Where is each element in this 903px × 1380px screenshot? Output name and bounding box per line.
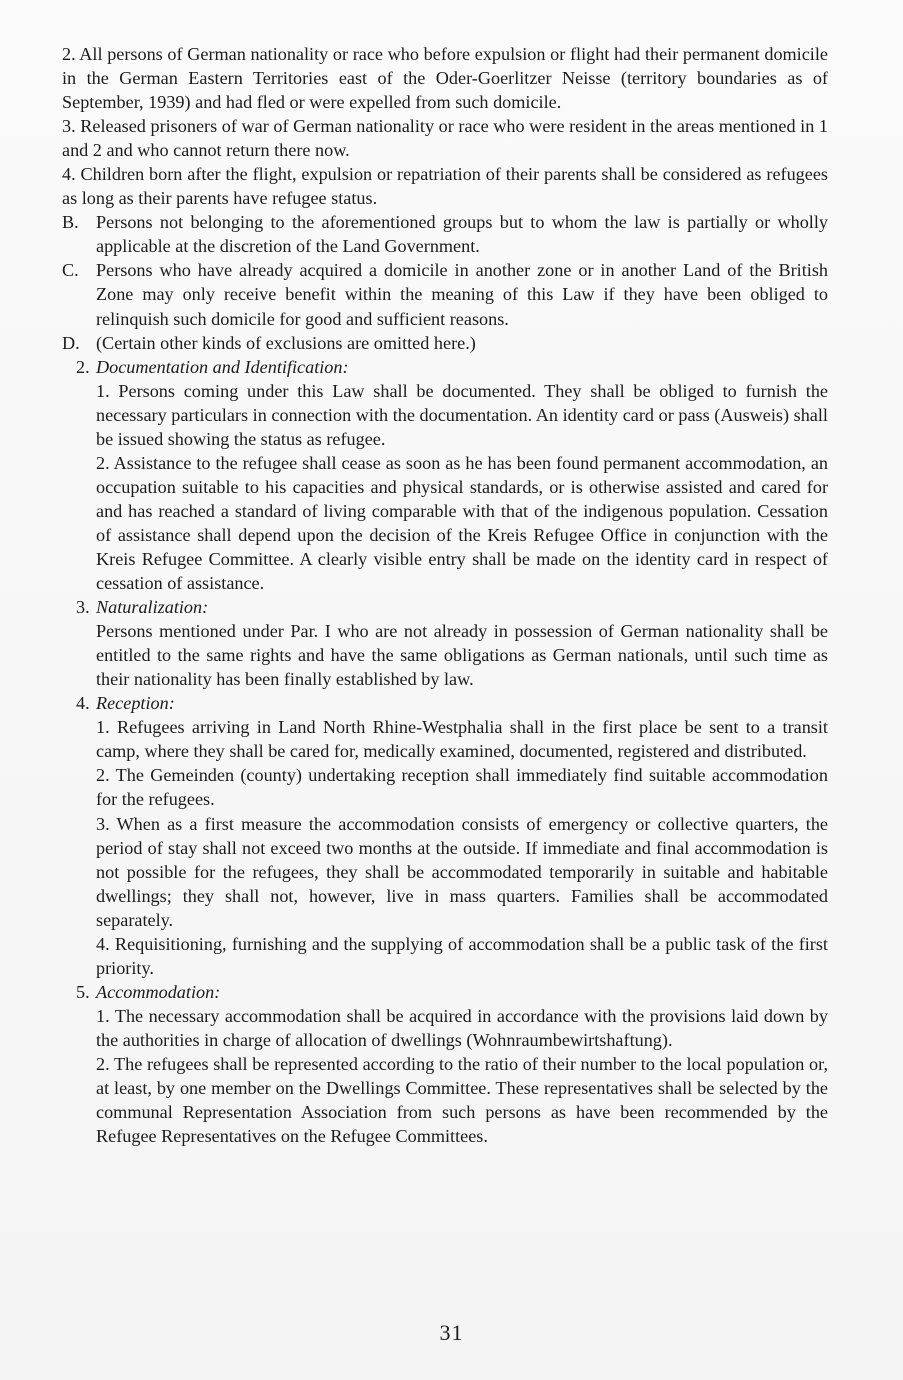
- section-number: 5.: [76, 981, 90, 1002]
- clause-mark: C.: [62, 260, 79, 281]
- intro-item-3: 3. Released prisoners of war of German nationality or race who were resident in the areas mentioned in 1 and 2 and who cannot return there now.: [62, 116, 828, 161]
- section-paragraph: 2. Assistance to the refugee shall cease as soon as he has been found permanent accommodation, an occupation suitable to his capacities and physical standards, or is otherwise assisted and cared for and has reached a standard of living comparable with that of the indigenous population. Cessation of assistance shall depend upon the decision of the Kreis Refugee Office in conjunction with the Kreis Refugee Committee. A clearly visible entry shall be made on the identity card in respect of cessation of assistance.: [96, 452, 828, 594]
- section-paragraph: 2. The refugees shall be represented according to the ratio of their number to the local population or, at least, by one member on the Dwellings Committee. These representatives shall be selected by the communal Representation Association from such persons as have been recommended by the Refugee Representatives on the Refugee Committees.: [96, 1053, 828, 1147]
- section-accommodation: [62, 980, 828, 1148]
- section-naturalization: [62, 595, 828, 691]
- intro-item-2: 2. All persons of German nationality or race who before expulsion or flight had their permanent domicile in the German Eastern Territories east of the Oder-Goerlitzer Neisse (territory boundaries as of September, 1939) and had fled or were expelled from such domicile.: [62, 44, 828, 113]
- page-number: 31: [439, 1320, 464, 1345]
- clause-c: [62, 258, 828, 330]
- section-paragraph: 1. Refugees arriving in Land North Rhine-Westphalia shall in the first place be sent to a transit camp, where they shall be cared for, medically examined, documented, registered and distributed.: [96, 717, 828, 762]
- page-text: [62, 42, 828, 1148]
- clause-text: (Certain other kinds of exclusions are omitted here.): [96, 332, 476, 353]
- clause-mark: B.: [62, 212, 79, 233]
- section-paragraph: 1. Persons coming under this Law shall be documented. They shall be obliged to furnish the necessary particulars in connection with the documentation. An identity card or pass (Ausweis) shall be issued showing the status as refugee.: [96, 380, 828, 449]
- section-heading: Documentation and Identification:: [96, 356, 349, 377]
- section-heading: Accommodation:: [96, 981, 221, 1002]
- clause-text: Persons who have already acquired a domicile in another zone or in another Land of the British Zone may only receive benefit within the meaning of this Law if they have been obliged to relinquish such domicile for good and sufficient reasons.: [96, 260, 828, 329]
- section-paragraph: 3. When as a first measure the accommodation consists of emergency or collective quarters, the period of stay shall not exceed two months at the outside. If immediate and final accommodation is not possible for the refugees, they shall be accommodated temporarily in suitable and habitable dwellings; they shall not, however, live in mass quarters. Families shall be accommodated separately.: [96, 813, 828, 930]
- section-heading: Naturalization:: [96, 597, 209, 618]
- section-documentation: [62, 355, 828, 595]
- section-number: 3.: [76, 597, 90, 618]
- section-reception: [62, 691, 828, 980]
- clause-text: Persons not belonging to the aforementioned groups but to whom the law is partially or wholly applicable at the discretion of the Land Government.: [96, 212, 828, 257]
- clause-d: [62, 331, 828, 355]
- clause-b: [62, 210, 828, 258]
- clause-mark: D.: [62, 332, 80, 353]
- section-heading: Reception:: [96, 693, 175, 714]
- section-number: 2.: [76, 356, 90, 377]
- section-paragraph: 4. Requisitioning, furnishing and the supplying of accommodation shall be a public task of the first priority.: [96, 933, 828, 978]
- section-number: 4.: [76, 693, 90, 714]
- section-paragraph: Persons mentioned under Par. I who are not already in possession of German nationality shall be entitled to the same rights and have the same obligations as German nationals, until such time as their nationality has been finally established by law.: [96, 621, 828, 690]
- intro-item-4: 4. Children born after the flight, expulsion or repatriation of their parents shall be considered as refugees as long as their parents have refugee status.: [62, 164, 828, 209]
- section-paragraph: 1. The necessary accommodation shall be acquired in accordance with the provisions laid down by the authorities in charge of allocation of dwellings (Wohnraumbewirtshaftung).: [96, 1005, 828, 1050]
- section-paragraph: 2. The Gemeinden (county) undertaking reception shall immediately find suitable accommodation for the refugees.: [96, 765, 828, 810]
